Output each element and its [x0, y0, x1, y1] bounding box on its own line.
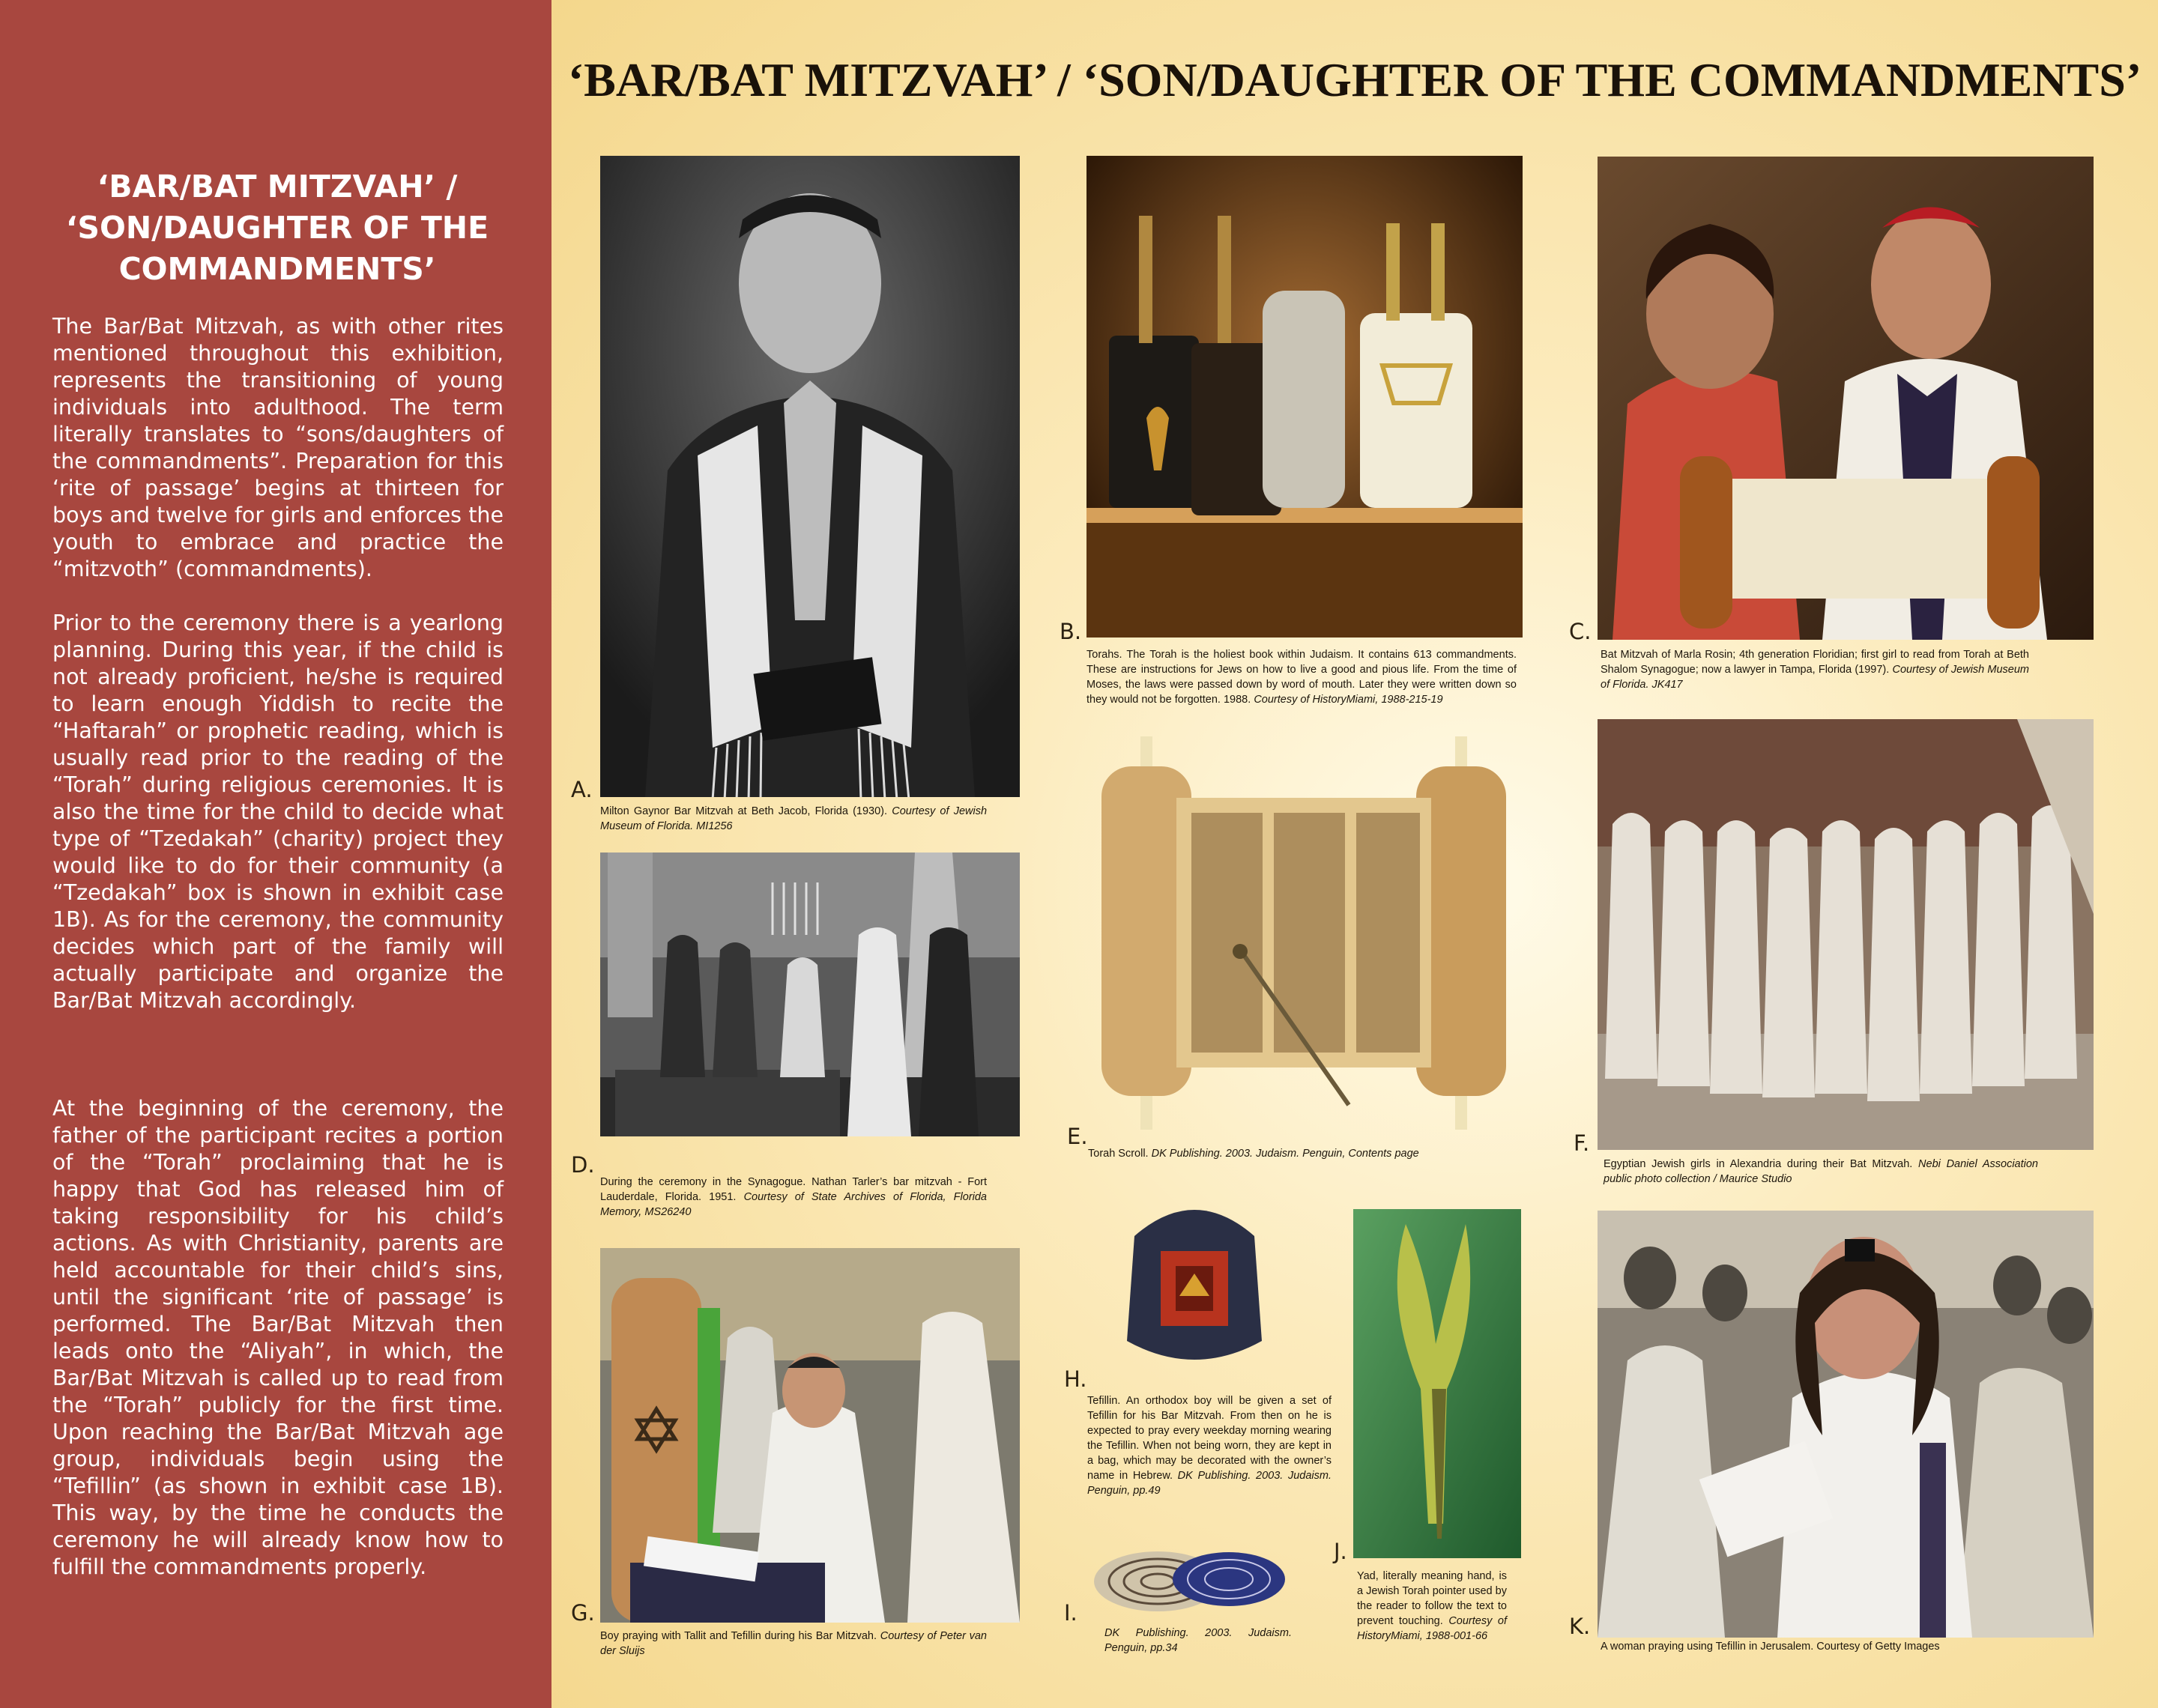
caption-e-credit: DK Publishing. 2003. Judaism. Penguin, Contents page [1151, 1148, 1419, 1160]
caption-k-text: A woman praying using Tefillin in Jerusalem. Courtesy of Getty Images [1601, 1641, 1940, 1653]
ceremony-paragraph: At the beginning of the ceremony, the father of the participant recites a portion of the “Torah” proclaiming that he is happy that God has released him of taking responsibility for his child’s actions. As with Christianity, parents are held accountable for their child’s sins, until the significant ‘rite of passage’ is performed. The Bar/Bat Mitzvah then leads onto the “Aliyah”, in which, the Bar/Bat Mitzvah is called up to read from the “Torah” publicly for the first time. Upon reaching the Bar/Bat Mitzvah age group, individuals begin using the “Tefillin” (as shown in exhibit case 1B). This way, by the time he conducts the ceremony he will already know how to fulfill the commandments properly. [52, 1096, 504, 1579]
photo-letter-j: J. [1334, 1539, 1347, 1564]
sidebar-title-line: ‘SON/DAUGHTER OF THE [65, 210, 489, 246]
photo-torah-scroll [1086, 730, 1529, 1135]
caption-h-credit: DK Publishing. 2003. Judaism. Penguin, pp.49 [1087, 1470, 1332, 1497]
caption-b [1086, 647, 1517, 707]
caption-h-text: Tefillin. An orthodox boy will be given a set of Tefillin for his Bar Mitzvah. From then on he is expected to pray every weekday morning wearing the Tefillin. When not being worn, they are kept in a bag, which may be decorated with the owner’s name in Hebrew. [1087, 1395, 1332, 1482]
photo-tarler-bar-mitzvah [600, 853, 1020, 1136]
planning-paragraph: Prior to the ceremony there is a yearlong planning. During this year, if the child is not already proficient, he/she is required to learn enough Yiddish to recite the “Haftarah” or prophetic reading, which is usually read prior to the reading of the “Torah” during religious ceremonies. It is also the time for the child to decide what type of “Tzedakah” (charity) project they would like to do for their community (a “Tzedakah” box is shown in exhibit case 1B). As for the ceremony, the community decides which part of the family will actually participate and organize the Bar/Bat Mitzvah accordingly. [52, 611, 504, 1013]
photo-yad-pointer [1353, 1209, 1521, 1558]
caption-j-text: Yad, literally meaning hand, is a Jewish Torah pointer used by the reader to follow the text to prevent touching. [1357, 1570, 1507, 1627]
sidebar-title [37, 166, 517, 290]
caption-g-credit: Courtesy of Peter van der Sluijs [600, 1630, 987, 1657]
caption-f-credit: Nebi Daniel Association public photo collection / Maurice Studio [1604, 1158, 2038, 1185]
sidebar-title-line: ‘BAR/BAT MITZVAH’ / [97, 169, 458, 205]
photo-tefillin [1112, 1191, 1277, 1371]
caption-e [1088, 1146, 1508, 1161]
photo-marla-rosin [1598, 157, 2094, 640]
caption-b-text: Torahs. The Torah is the holiest book within Judaism. It contains 613 commandments. These are instructions for Jews on how to live a good and pious life. From the time of Moses, the laws were passed down by word of mouth. Later they were written down so they would not be forgotten. 1988. [1086, 649, 1517, 706]
main-title: ‘BAR/BAT MITZVAH’ / ‘SON/DAUGHTER OF THE COMMANDMENTS’ [567, 53, 2142, 106]
caption-g [600, 1629, 987, 1659]
caption-b-credit: Courtesy of HistoryMiami, 1988-215-19 [1254, 694, 1443, 706]
sidebar-title-line: COMMANDMENTS’ [118, 251, 436, 287]
intro-paragraph: The Bar/Bat Mitzvah, as with other rites mentioned throughout this exhibition, represents the transitioning of young individuals into adulthood. The term literally translates to “sons/daughters of the commandments”. Preparation for this ‘rite of passage’ begins at thirteen for boys and twelve for girls and enforces the youth to embrace and practice the “mitzvoth” (commandments). [52, 314, 504, 581]
caption-f-text: Egyptian Jewish girls in Alexandria during their Bat Mitzvah. [1604, 1158, 1913, 1170]
caption-g-text: Boy praying with Tallit and Tefillin during his Bar Mitzvah. [600, 1630, 877, 1642]
photo-letter-k: K. [1569, 1614, 1591, 1639]
caption-a [600, 804, 987, 834]
photo-kippot [1090, 1533, 1289, 1611]
photo-letter-c: C. [1569, 619, 1592, 644]
caption-d-credit: Courtesy of State Archives of Florida, Florida Memory, MS26240 [600, 1191, 987, 1218]
caption-e-text: Torah Scroll. [1088, 1148, 1149, 1160]
caption-d-text: During the ceremony in the Synagogue. Nathan Tarler’s bar mitzvah - Fort Lauderdale, Florida. 1951. [600, 1176, 987, 1203]
photo-torahs [1086, 156, 1523, 638]
photo-milton-gaynor [600, 156, 1020, 797]
photo-boy-praying [600, 1248, 1020, 1623]
caption-i [1104, 1626, 1292, 1656]
caption-c [1601, 647, 2029, 692]
caption-c-credit: Courtesy of Jewish Museum of Florida. JK417 [1601, 664, 2029, 691]
photo-letter-e: E. [1067, 1124, 1088, 1149]
caption-d [600, 1175, 987, 1220]
caption-j [1357, 1569, 1507, 1644]
photo-letter-g: G. [571, 1600, 595, 1626]
caption-k [1601, 1639, 2050, 1654]
photo-letter-a: A. [571, 777, 593, 802]
caption-a-credit: Courtesy of Jewish Museum of Florida. MI1256 [600, 805, 988, 832]
photo-letter-d: D. [571, 1152, 595, 1178]
caption-f [1604, 1157, 2038, 1187]
caption-i-credit: DK Publishing. 2003. Judaism. Penguin, pp.34 [1104, 1627, 1292, 1654]
photo-letter-b: B. [1060, 619, 1082, 644]
photo-letter-f: F. [1574, 1130, 1590, 1156]
photo-letter-h: H. [1064, 1366, 1087, 1392]
caption-a-text: Milton Gaynor Bar Mitzvah at Beth Jacob, Florida (1930). [600, 805, 888, 817]
caption-j-credit: Courtesy of HistoryMiami, 1988-001-66 [1357, 1615, 1507, 1642]
photo-woman-praying [1598, 1211, 2094, 1638]
photo-egyptian-girls [1598, 719, 2094, 1150]
caption-c-text: Bat Mitzvah of Marla Rosin; 4th generation Floridian; first girl to read from Torah at Beth Shalom Synagogue; now a lawyer in Tampa, Florida (1997). [1601, 649, 2029, 676]
caption-h [1087, 1393, 1332, 1498]
photo-letter-i: I. [1064, 1600, 1078, 1626]
